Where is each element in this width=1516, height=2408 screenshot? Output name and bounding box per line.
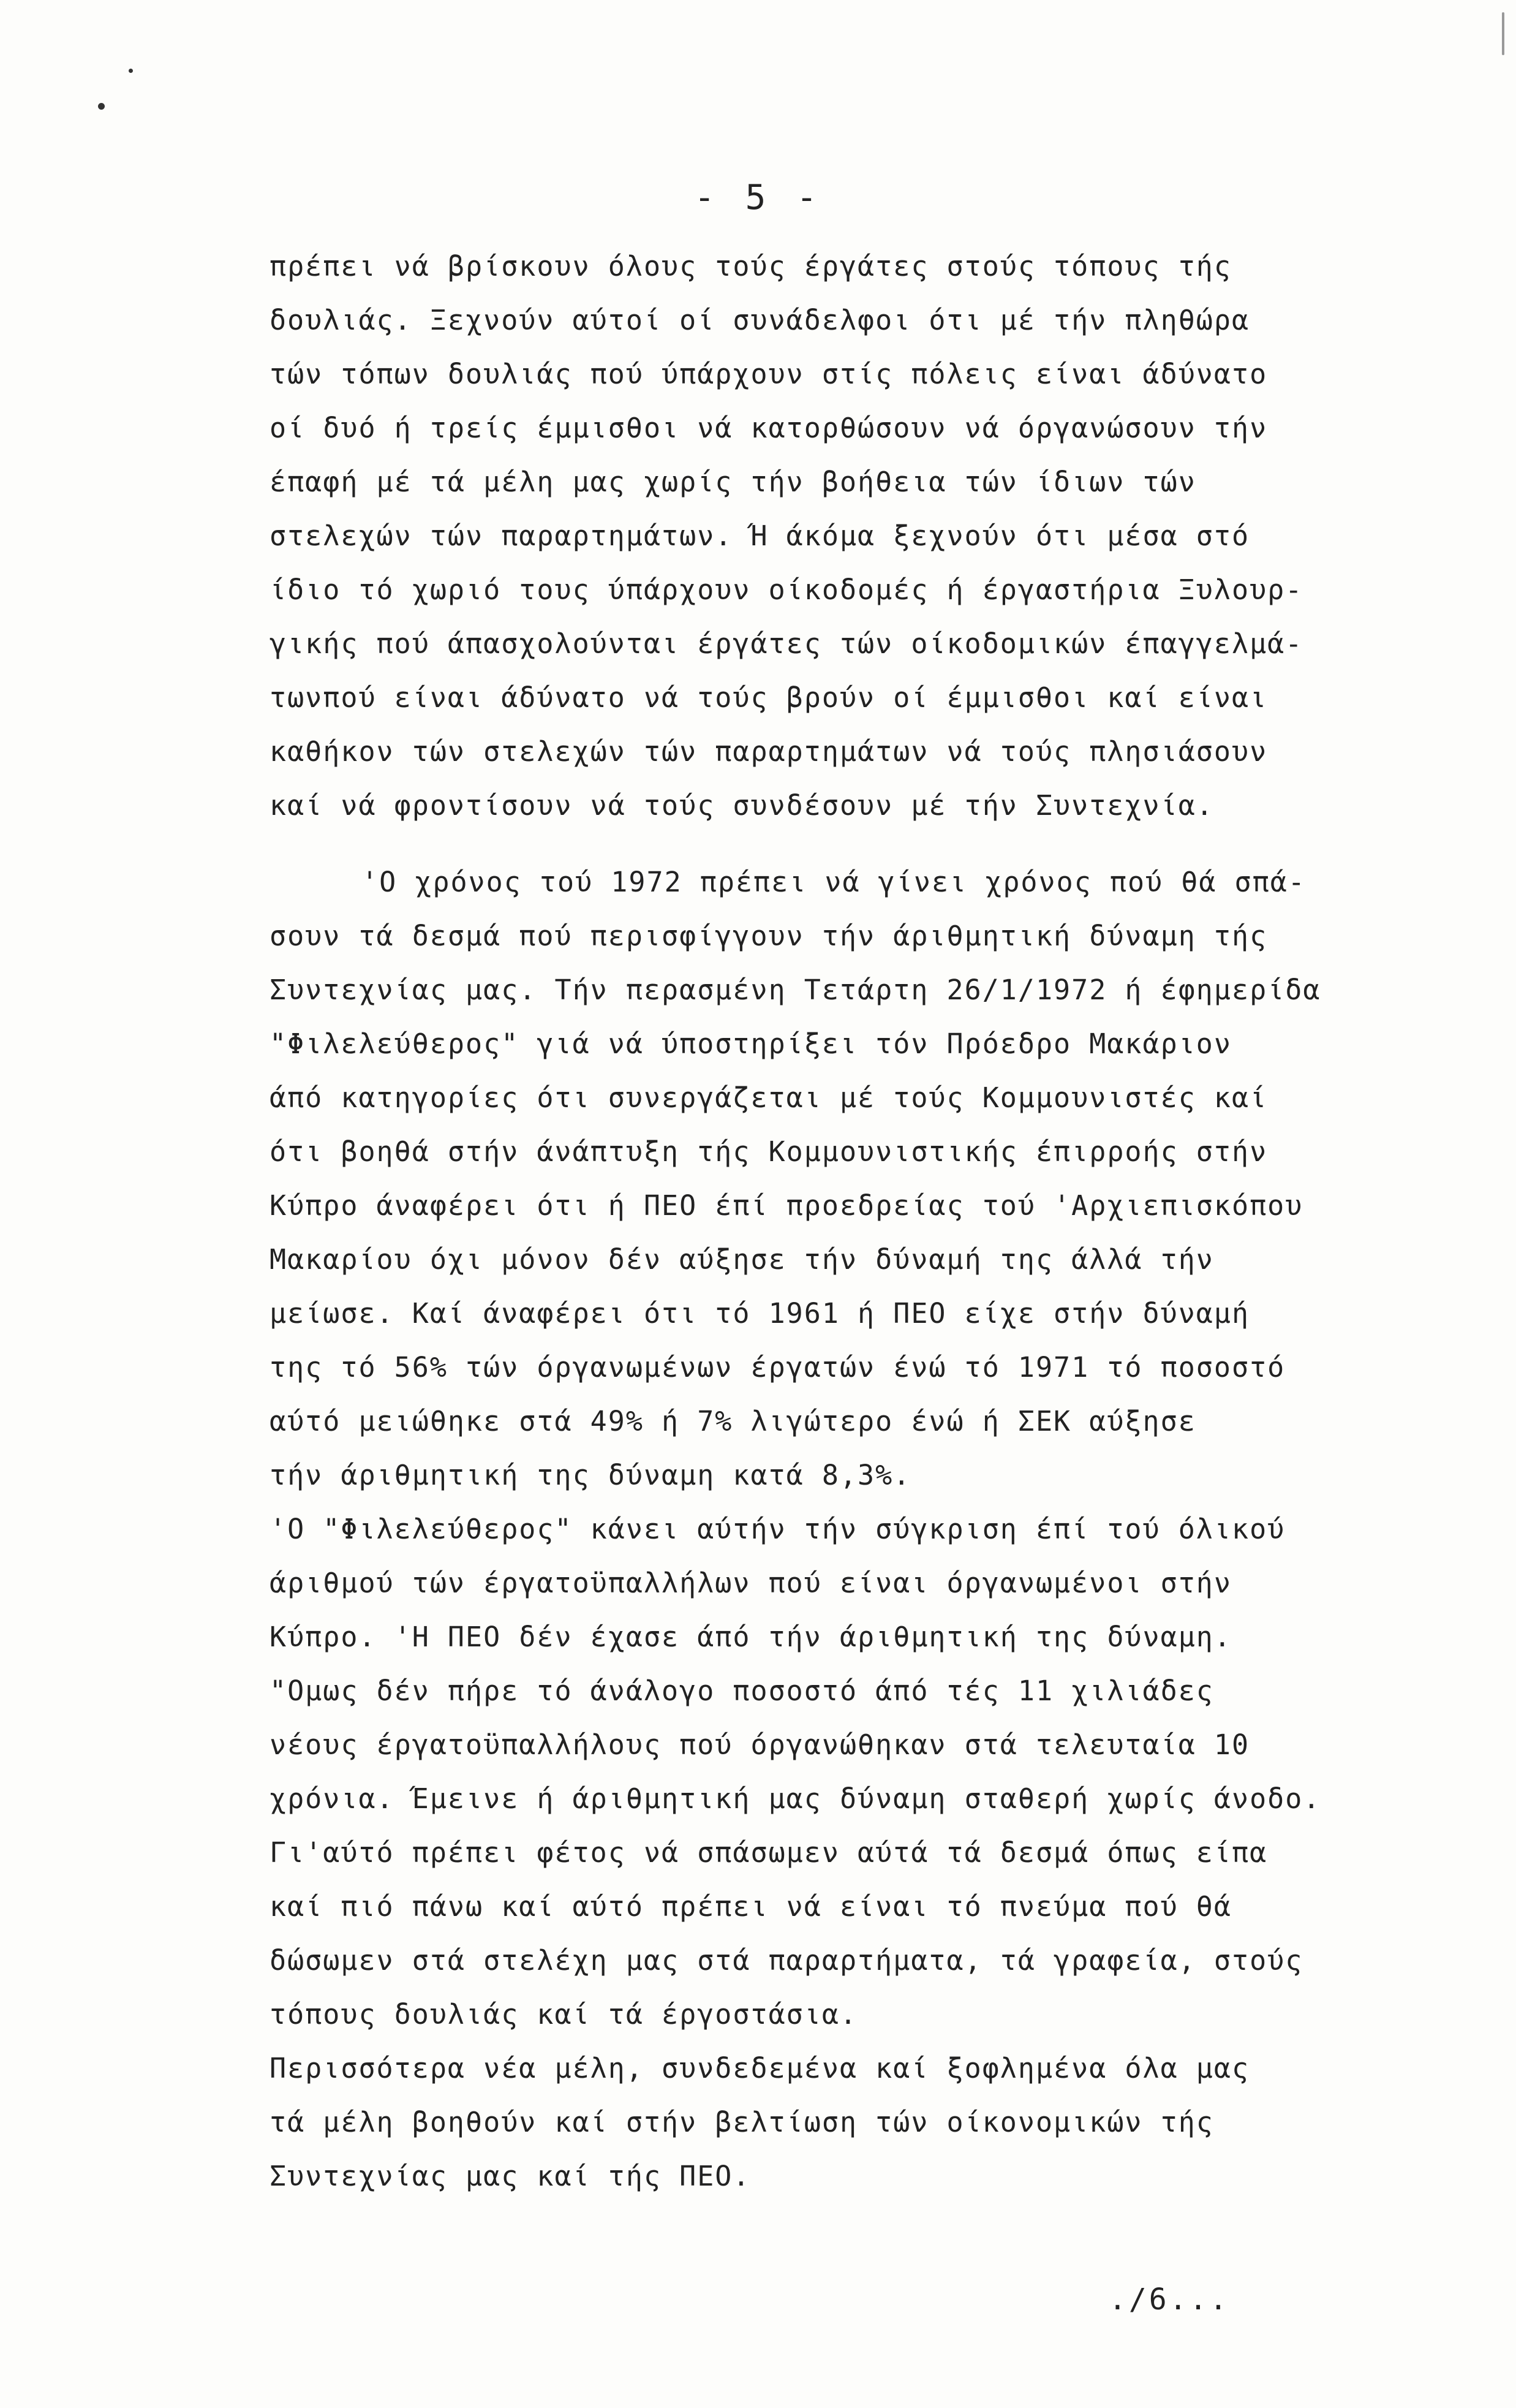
text-line: της τό 56% τών όργανωμένων έργατών ένώ τό 1971 τό ποσοστό xyxy=(270,1351,1286,1384)
text-line: Μακαρίου όχι μόνον δέν αύξησε τήν δύναμή της άλλά τήν xyxy=(270,1243,1214,1276)
scan-speck xyxy=(98,103,105,110)
text-line: άριθμού τών έργατοϋπαλλήλων πού είναι όργανωμένοι στήν xyxy=(270,1567,1232,1599)
text-line: χρόνια. Έμεινε ή άριθμητική μας δύναμη σταθερή χωρίς άνοδο. xyxy=(270,1782,1321,1815)
text-line: άπό κατηγορίες ότι συνεργάζεται μέ τούς Κομμουνιστές καί xyxy=(270,1081,1268,1114)
text-line: γικής πού άπασχολούνται έργάτες τών οίκοδομικών έπαγγελμά- xyxy=(270,627,1303,660)
text-line: 'Ο χρόνος τού 1972 πρέπει νά γίνει χρόνος πού θά σπά- xyxy=(361,866,1306,898)
text-line: Συντεχνίας μας καί τής ΠΕΟ. xyxy=(270,2160,751,2192)
text-line: στελεχών τών παραρτημάτων. Ή άκόμα ξεχνούν ότι μέσα στό xyxy=(270,520,1250,552)
text-line: καί νά φροντίσουν νά τούς συνδέσουν μέ τήν Συντεχνία. xyxy=(270,789,1214,822)
text-line: τωνπού είναι άδύνατο νά τούς βρούν οί έμμισθοι καί είναι xyxy=(270,681,1268,714)
text-line: ίδιο τό χωριό τους ύπάρχουν οίκοδομές ή έργαστήρια Ξυλουρ- xyxy=(270,574,1303,606)
text-line: τόπους δουλιάς καί τά έργοστάσια. xyxy=(270,1998,858,2031)
text-line: Συντεχνίας μας. Τήν περασμένη Τετάρτη 26/1/1972 ή έφημερίδα xyxy=(270,974,1321,1006)
text-line: δουλιάς. Ξεχνούν αύτοί οί συνάδελφοι ότι μέ τήν πληθώρα xyxy=(270,304,1250,336)
scan-speck xyxy=(1502,12,1504,55)
continuation-marker: ./6... xyxy=(1109,2282,1230,2317)
text-line: αύτό μειώθηκε στά 49% ή 7% λιγώτερο ένώ ή ΣΕΚ αύξησε xyxy=(270,1405,1196,1437)
text-line: ότι βοηθά στήν άνάπτυξη τής Κομμουνιστικής έπιρροής στήν xyxy=(270,1135,1268,1168)
text-line: πρέπει νά βρίσκουν όλους τούς έργάτες στούς τόπους τής xyxy=(270,250,1232,282)
text-line: καθήκον τών στελεχών τών παραρτημάτων νά τούς πλησιάσουν xyxy=(270,735,1268,768)
text-line: δώσωμεν στά στελέχη μας στά παραρτήματα, τά γραφεία, στούς xyxy=(270,1944,1303,1977)
text-line: έπαφή μέ τά μέλη μας χωρίς τήν βοήθεια τών ίδιων τών xyxy=(270,466,1196,498)
text-line: τήν άριθμητική της δύναμη κατά 8,3%. xyxy=(270,1459,911,1491)
text-line: τά μέλη βοηθούν καί στήν βελτίωση τών οίκονομικών τής xyxy=(270,2106,1214,2138)
text-line: 'Ο "Φιλελεύθερος" κάνει αύτήν τήν σύγκριση έπί τού όλικού xyxy=(270,1513,1286,1545)
page-number: - 5 - xyxy=(694,178,822,218)
text-line: νέους έργατοϋπαλλήλους πού όργανώθηκαν στά τελευταία 10 xyxy=(270,1728,1250,1761)
text-line: μείωσε. Καί άναφέρει ότι τό 1961 ή ΠΕΟ είχε στήν δύναμή xyxy=(270,1297,1250,1330)
text-line: οί δυό ή τρείς έμμισθοι νά κατορθώσουν νά όργανώσουν τήν xyxy=(270,412,1268,444)
text-line: σουν τά δεσμά πού περισφίγγουν τήν άριθμητική δύναμη τής xyxy=(270,920,1268,952)
scan-speck xyxy=(129,69,133,73)
text-line: "Φιλελεύθερος" γιά νά ύποστηρίξει τόν Πρόεδρο Μακάριον xyxy=(270,1028,1232,1060)
text-line: "Ομως δέν πήρε τό άνάλογο ποσοστό άπό τές 11 χιλιάδες xyxy=(270,1675,1214,1707)
text-line: τών τόπων δουλιάς πού ύπάρχουν στίς πόλεις είναι άδύνατο xyxy=(270,358,1268,390)
text-line: Κύπρο. 'Η ΠΕΟ δέν έχασε άπό τήν άριθμητική της δύναμη. xyxy=(270,1621,1232,1653)
text-line: Περισσότερα νέα μέλη, συνδεδεμένα καί ξοφλημένα όλα μας xyxy=(270,2052,1250,2084)
text-line: Γι'αύτό πρέπει φέτος νά σπάσωμεν αύτά τά δεσμά όπως είπα xyxy=(270,1836,1268,1869)
text-line: Κύπρο άναφέρει ότι ή ΠΕΟ έπί προεδρείας τού 'Αρχιεπισκόπου xyxy=(270,1189,1303,1222)
text-line: καί πιό πάνω καί αύτό πρέπει νά είναι τό πνεύμα πού θά xyxy=(270,1890,1232,1923)
